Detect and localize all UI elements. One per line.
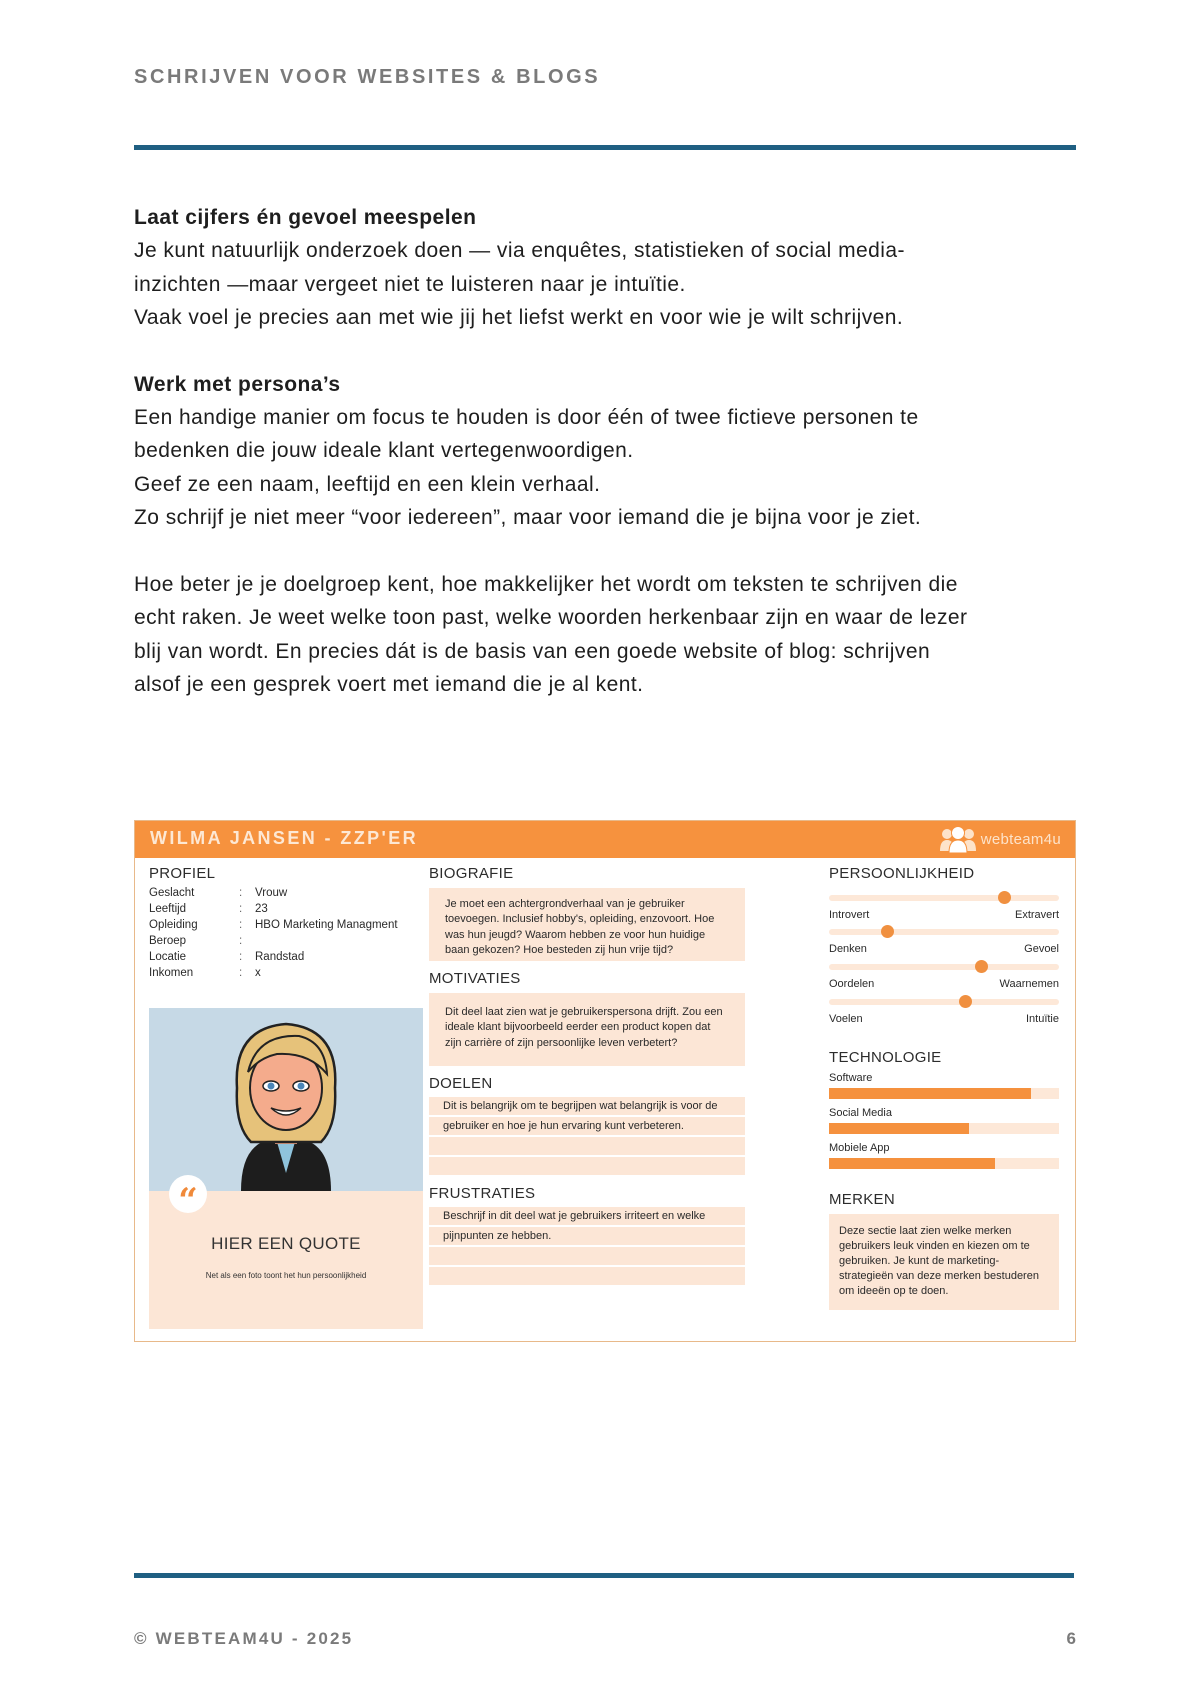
personality-slider-denken-gevoel: [829, 929, 1059, 935]
brands-text: Deze sectie laat zien welke merken gebruikers leuk vinden en kiezen om te gebruiken. Je kunt de marketing-strategieën van deze merken bestuderen om ideeën op te doen.: [829, 1214, 1059, 1310]
paragraph-line: Zo schrijf je niet meer “voor iedereen”, maar voor iemand die je bijna voor je ziet.: [134, 506, 922, 529]
technology-heading: TECHNOLOGIE: [829, 1049, 942, 1066]
goals-line: gebruiker en hoe je hun ervaring kunt verbeteren.: [429, 1117, 745, 1135]
tech-bar-mobile-app: [829, 1158, 1059, 1169]
paragraph-line: Je kunt natuurlijk onderzoek doen — via enquêtes, statistieken of social media-: [134, 239, 905, 262]
profile-row-age: Leeftijd : 23: [149, 903, 268, 915]
slider-left-label: Oordelen: [829, 978, 875, 990]
persona-avatar: [149, 1008, 423, 1191]
profile-row-gender: Geslacht : Vrouw: [149, 887, 288, 899]
running-header: SCHRIJVEN VOOR WEBSITES & BLOGS: [134, 66, 601, 88]
brands-heading: MERKEN: [829, 1191, 895, 1208]
paragraph-line: echt raken. Je weet welke toon past, welke woorden herkenbaar zijn en waar de lezer: [134, 606, 968, 629]
footer-copyright: © WEBTEAM4U - 2025: [134, 1629, 354, 1648]
quote-icon: “: [169, 1175, 207, 1213]
persona-title: WILMA JANSEN - ZZP'ER: [150, 828, 419, 848]
footer-divider: [134, 1573, 1074, 1578]
persona-header-bar: [135, 821, 1075, 858]
frustrations-line: Beschrijf in dit deel wat je gebruikers irriteert en welke: [429, 1207, 745, 1225]
brand-name: webteam4u: [980, 830, 1061, 848]
goals-line: Dit is belangrijk om te begrijpen wat belangrijk is voor de: [429, 1097, 745, 1115]
profile-row-profession: Beroep :: [149, 935, 243, 947]
paragraph-line: Een handige manier om focus te houden is door één of twee fictieve personen te: [134, 405, 919, 429]
paragraph-line: inzichten —maar vergeet niet te luisteren naar je intuïtie.: [134, 272, 686, 296]
slider-knob: [959, 995, 972, 1008]
slider-knob: [998, 891, 1011, 904]
profile-row-income: Inkomen : x: [149, 967, 261, 979]
personality-slider-oordelen-waarnemen: [829, 964, 1059, 970]
slider-left-label: Voelen: [829, 1013, 863, 1025]
personality-heading: PERSOONLIJKHEID: [829, 865, 975, 882]
frustrations-line: [429, 1247, 745, 1265]
section-heading: Laat cijfers én gevoel meespelen: [134, 206, 477, 229]
motivations-text: Dit deel laat zien wat je gebruikerspersona drijft. Zou een ideale klant bijvoorbeeld eerder een product kopen dat zijn carrière of zijn persoonlijke leven verbetert?: [429, 993, 745, 1066]
paragraph-line: bedenken die jouw ideale klant vertegenwoordigen.: [134, 439, 634, 462]
slider-right-label: Intuïtie: [1025, 1013, 1059, 1025]
frustrations-line: pijnpunten ze hebben.: [429, 1227, 745, 1245]
goals-line: [429, 1157, 745, 1175]
profile-row-education: Opleiding : HBO Marketing Managment: [149, 919, 398, 931]
brand-logo: [939, 825, 1061, 853]
article-body: [134, 201, 1084, 702]
people-group-icon: [939, 825, 977, 853]
goals-lines: [429, 1097, 745, 1177]
slider-knob: [975, 960, 988, 973]
slider-right-label: Extravert: [1014, 909, 1059, 921]
persona-card: [134, 820, 1076, 1342]
goals-heading: DOELEN: [429, 1075, 493, 1092]
tech-label: Mobiele App: [829, 1142, 890, 1154]
paragraph-line: blij van wordt. En precies dát is de basis van een goede website of blog: schrijven: [134, 639, 931, 663]
tech-label: Social Media: [829, 1107, 892, 1119]
quote-title: HIER EEN QUOTE: [211, 1234, 361, 1253]
paragraph-line: Geef ze een naam, leeftijd en een klein verhaal.: [134, 472, 601, 496]
section-heading: Werk met persona’s: [134, 372, 341, 396]
frustrations-heading: FRUSTRATIES: [429, 1185, 536, 1202]
biography-heading: BIOGRAFIE: [429, 865, 514, 882]
header-divider: [134, 145, 1076, 150]
personality-slider-introvert-extravert: [829, 895, 1059, 901]
frustrations-lines: [429, 1207, 745, 1287]
frustrations-line: [429, 1267, 745, 1285]
personality-slider-voelen-intuitie: [829, 999, 1059, 1005]
motivations-heading: MOTIVATIES: [429, 970, 521, 987]
page-number: 6: [1066, 1629, 1076, 1648]
paragraph-line: alsof je een gesprek voert met iemand die je al kent.: [134, 673, 644, 696]
tech-bar-software: [829, 1088, 1059, 1099]
profile-heading: PROFIEL: [149, 865, 216, 882]
paragraph-line: Hoe beter je je doelgroep kent, hoe makkelijker het wordt om teksten te schrijven die: [134, 572, 958, 596]
slider-left-label: Denken: [829, 943, 867, 955]
biography-text: Je moet een achtergrondverhaal van je gebruiker toevoegen. Inclusief hobby's, opleiding, enzovoort. Hoe was hun jeugd? Waarom hebben ze voor hun huidige baan gekozen? Hoe besteden zij hun vrije tijd?: [429, 888, 745, 961]
slider-knob: [881, 925, 894, 938]
tech-bar-social-media: [829, 1123, 1059, 1134]
paragraph-line: Vaak voel je precies aan met wie jij het liefst werkt en voor wie je wilt schrijven.: [134, 306, 904, 329]
slider-right-label: Waarnemen: [999, 978, 1059, 990]
profile-row-location: Locatie : Randstad: [149, 951, 305, 963]
quote-subtitle: Net als een foto toont het hun persoonlijkheid: [205, 1271, 367, 1280]
slider-left-label: Introvert: [829, 909, 870, 921]
goals-line: [429, 1137, 745, 1155]
slider-right-label: Gevoel: [1024, 943, 1059, 955]
tech-label: Software: [829, 1072, 873, 1084]
